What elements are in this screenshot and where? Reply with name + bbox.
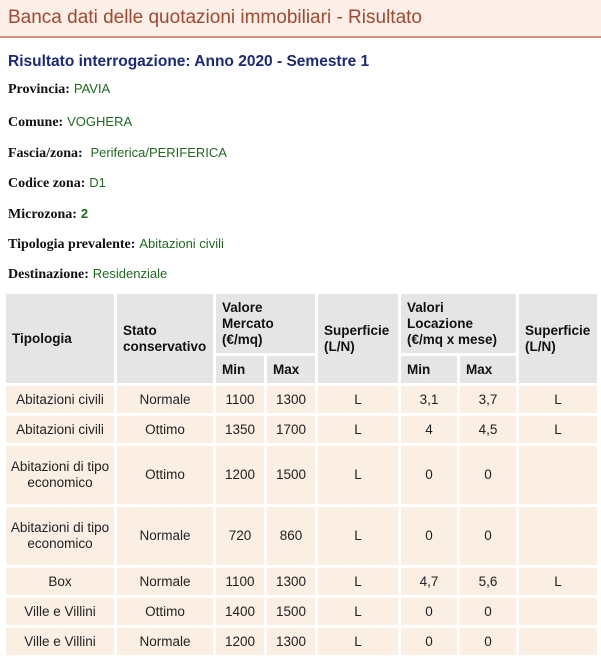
cell-stato: Normale (117, 568, 213, 595)
cell-superficie-locazione (519, 598, 597, 625)
cell-valore-min: 1200 (216, 628, 264, 655)
header-stato-conservativo: Stato conservativo (117, 294, 213, 383)
quotations-table (3, 291, 600, 658)
cell-superficie: L (318, 416, 398, 443)
cell-stato: Ottimo (117, 446, 213, 504)
cell-valore-max: 1300 (267, 628, 315, 655)
cell-superficie: L (318, 446, 398, 504)
header-min: Min (216, 356, 264, 383)
header-max: Max (267, 356, 315, 383)
field-label: Comune: (8, 115, 64, 130)
table-row (6, 446, 597, 504)
cell-locazione-min: 0 (401, 446, 457, 504)
cell-superficie-locazione (519, 628, 597, 655)
header-superficie: Superficie (L/N) (318, 294, 398, 383)
cell-superficie-locazione: L (519, 386, 597, 413)
field-value: PAVIA (73, 81, 111, 96)
cell-tipologia: Ville e Villini (6, 628, 114, 655)
page-header (0, 0, 601, 38)
field-label: Microzona: (8, 207, 77, 222)
header-min: Min (401, 356, 457, 383)
cell-locazione-max: 0 (460, 628, 516, 655)
cell-stato: Normale (117, 507, 213, 565)
cell-superficie: L (318, 628, 398, 655)
field-label: Fascia/zona: (8, 146, 83, 161)
cell-valore-min: 1350 (216, 416, 264, 443)
cell-locazione-max: 0 (460, 598, 516, 625)
field-value: 2 (80, 206, 89, 221)
header-max: Max (460, 356, 516, 383)
query-subtitle: Risultato interrogazione: Anno 2020 - Semestre 1 (8, 53, 370, 70)
header-superficie: Superficie (L/N) (519, 294, 597, 383)
field-value: Abitazioni civili (139, 236, 224, 251)
table-row (6, 598, 597, 625)
field-value: VOGHERA (67, 114, 133, 129)
cell-locazione-max: 5,6 (460, 568, 516, 595)
field-fascia (8, 144, 227, 162)
cell-valore-min: 1100 (216, 386, 264, 413)
table-row (6, 386, 597, 413)
cell-locazione-min: 0 (401, 628, 457, 655)
cell-superficie-locazione: L (519, 416, 597, 443)
field-value: Periferica/PERIFERICA (90, 145, 227, 160)
cell-tipologia: Ville e Villini (6, 598, 114, 625)
cell-valore-max: 1300 (267, 568, 315, 595)
field-label: Tipologia prevalente: (8, 237, 136, 252)
field-comune (8, 113, 132, 131)
cell-superficie-locazione: L (519, 568, 597, 595)
table-row (6, 416, 597, 443)
cell-locazione-max: 0 (460, 507, 516, 565)
cell-locazione-max: 0 (460, 446, 516, 504)
field-label: Destinazione: (8, 267, 89, 282)
cell-stato: Normale (117, 628, 213, 655)
cell-stato: Ottimo (117, 598, 213, 625)
header-valore-mercato: Valore Mercato (€/mq) (216, 294, 315, 353)
cell-locazione-min: 0 (401, 598, 457, 625)
cell-locazione-min: 4,7 (401, 568, 457, 595)
table-row (6, 628, 597, 655)
cell-superficie-locazione (519, 507, 597, 565)
field-microzona (8, 205, 88, 223)
cell-valore-max: 1500 (267, 598, 315, 625)
cell-locazione-min: 0 (401, 507, 457, 565)
table-row (6, 507, 597, 565)
cell-valore-max: 1500 (267, 446, 315, 504)
page-title: Banca dati delle quotazioni immobiliari - Risultato (8, 7, 422, 28)
cell-superficie-locazione (519, 446, 597, 504)
cell-stato: Ottimo (117, 416, 213, 443)
field-provincia (8, 80, 110, 98)
cell-locazione-max: 4,5 (460, 416, 516, 443)
table-row (6, 568, 597, 595)
cell-locazione-min: 4 (401, 416, 457, 443)
cell-valore-min: 1400 (216, 598, 264, 625)
cell-locazione-max: 3,7 (460, 386, 516, 413)
field-codice-zona (8, 174, 106, 192)
cell-valore-min: 720 (216, 507, 264, 565)
cell-tipologia: Box (6, 568, 114, 595)
cell-tipologia: Abitazioni di tipo economico (6, 446, 114, 504)
field-destinazione (8, 265, 167, 283)
cell-valore-min: 1100 (216, 568, 264, 595)
cell-superficie: L (318, 386, 398, 413)
field-value: Residenziale (92, 266, 168, 281)
field-label: Provincia: (8, 82, 70, 97)
cell-superficie: L (318, 507, 398, 565)
field-tipologia-prevalente (8, 235, 224, 253)
cell-stato: Normale (117, 386, 213, 413)
cell-superficie: L (318, 568, 398, 595)
cell-valore-min: 1200 (216, 446, 264, 504)
field-value: D1 (89, 175, 106, 190)
cell-valore-max: 1700 (267, 416, 315, 443)
cell-locazione-min: 3,1 (401, 386, 457, 413)
cell-tipologia: Abitazioni civili (6, 416, 114, 443)
cell-superficie: L (318, 598, 398, 625)
header-valori-locazione: Valori Locazione (€/mq x mese) (401, 294, 516, 353)
cell-tipologia: Abitazioni civili (6, 386, 114, 413)
cell-valore-max: 860 (267, 507, 315, 565)
field-label: Codice zona: (8, 176, 86, 191)
cell-tipologia: Abitazioni di tipo economico (6, 507, 114, 565)
cell-valore-max: 1300 (267, 386, 315, 413)
header-tipologia: Tipologia (6, 294, 114, 383)
